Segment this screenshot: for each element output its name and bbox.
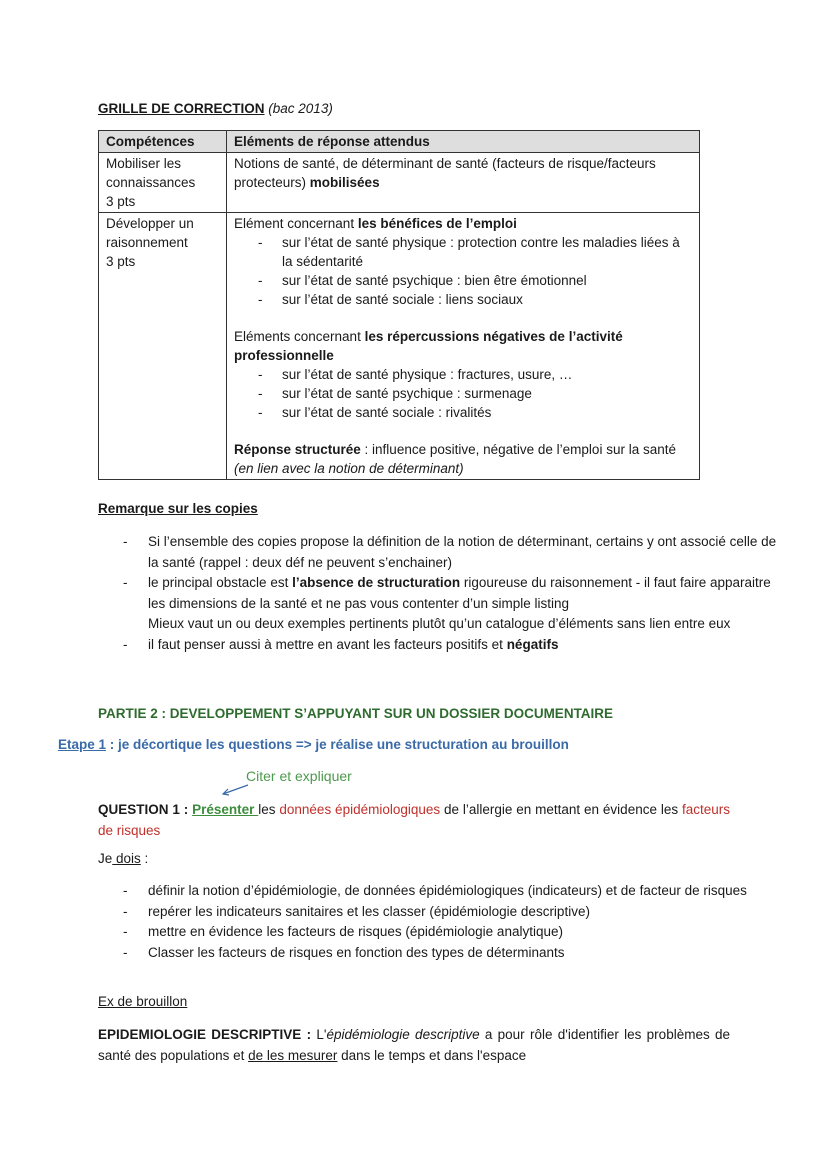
table-row	[99, 213, 700, 480]
benefits-heading: Elément concernant les bénéfices de l’emploi	[234, 216, 517, 231]
page-title	[98, 101, 333, 116]
competence-cell: Mobiliser les connaissances 3 pts	[99, 153, 227, 213]
negative-list	[234, 365, 692, 422]
remarks-title: Remarque sur les copies	[98, 501, 258, 516]
grading-table	[98, 130, 700, 480]
list-item: - mettre en évidence les facteurs de risques (épidémiologie analytique)	[148, 922, 788, 943]
list-item: - sur l’état de santé sociale : rivalités	[282, 403, 692, 422]
list-item: - sur l’état de santé physique : protection contre les maladies liées à la sédentarité	[282, 233, 692, 271]
structured-response: Réponse structurée : influence positive, négative de l’emploi sur la santé (en lien avec la notion de déterminant)	[234, 442, 676, 476]
elements-cell	[227, 213, 700, 480]
example-title: Ex de brouillon	[98, 994, 188, 1009]
title-subtitle: (bac 2013)	[268, 101, 333, 116]
competence-cell: Développer un raisonnement 3 pts	[99, 213, 227, 480]
etape-heading: Etape 1 : je décortique les questions => je réalise une structuration au brouillon	[58, 737, 569, 752]
annotation-arrow-icon	[220, 783, 250, 797]
list-item: - Si l’ensemble des copies propose la définition de la notion de déterminant, certains y ont associé celle de la santé (rappel : deux déf ne peuvent s’enchainer)	[148, 532, 788, 573]
title-main: GRILLE DE CORRECTION	[98, 101, 265, 116]
table-header-row	[99, 131, 700, 153]
list-item: - il faut penser aussi à mettre en avant les facteurs positifs et négatifs	[148, 635, 788, 656]
list-item: - le principal obstacle est l’absence de structuration rigoureuse du raisonnement - il faut faire apparaitre les dimensions de la santé et ne pas vous contenter d’un simple listing Mieux vaut un ou deux exemples pertinents plutôt qu’un catalogue d’éléments sans lien entre eux	[148, 573, 788, 635]
list-item: - définir la notion d’épidémiologie, de données épidémiologiques (indicateurs) et de facteur de risques	[148, 881, 788, 902]
header-elements: Eléments de réponse attendus	[227, 131, 700, 153]
table-row	[99, 153, 700, 213]
header-competences: Compétences	[99, 131, 227, 153]
je-dois: Je dois :	[98, 851, 149, 866]
list-item: - sur l’état de santé psychique : bien être émotionnel	[282, 271, 692, 290]
question-1: QUESTION 1 : Présenter les données épidémiologiques de l’allergie en mettant en évidence les facteurs de risques	[98, 802, 730, 838]
dois-list	[98, 881, 788, 963]
section-heading-partie2: PARTIE 2 : DEVELOPPEMENT S’APPUYANT SUR UN DOSSIER DOCUMENTAIRE	[98, 706, 614, 721]
epidemiology-paragraph: EPIDEMIOLOGIE DESCRIPTIVE : L'épidémiologie descriptive a pour rôle d'identifier les problèmes de santé des populations et de les mesurer dans le temps et dans l'espace	[98, 1027, 731, 1063]
list-item: - Classer les facteurs de risques en fonction des types de déterminants	[148, 943, 788, 964]
elements-cell: Notions de santé, de déterminant de santé (facteurs de risque/facteurs protecteurs) mobilisées	[227, 153, 700, 213]
list-item: - repérer les indicateurs sanitaires et les classer (épidémiologie descriptive)	[148, 902, 788, 923]
list-item: - sur l’état de santé sociale : liens sociaux	[282, 290, 692, 309]
negative-heading: Eléments concernant les répercussions négatives de l’activité professionnelle	[234, 329, 623, 363]
remarks-list	[98, 532, 788, 655]
annotation-citer: Citer et expliquer	[246, 768, 352, 784]
list-item: - sur l’état de santé physique : fractures, usure, …	[282, 365, 692, 384]
benefits-list	[234, 233, 692, 309]
list-item: - sur l’état de santé psychique : surmenage	[282, 384, 692, 403]
